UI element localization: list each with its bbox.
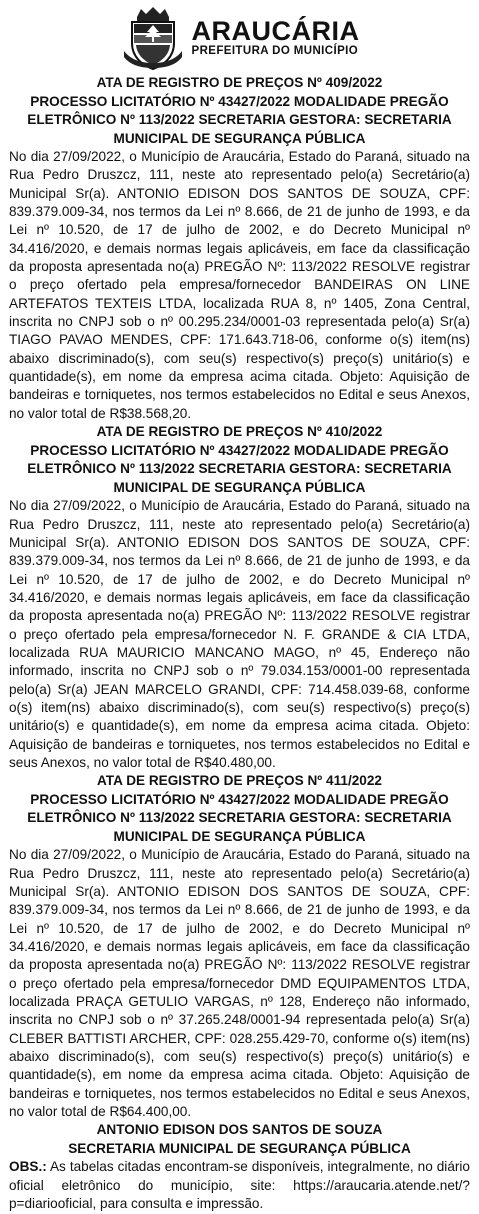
observation-label: OBS.: <box>9 1159 47 1175</box>
brand-subtitle: PREFEITURA DO MUNICÍPIO <box>191 45 359 57</box>
ata-subtitle: PROCESSO LICITATÓRIO Nº 43427/2022 MODALIDADE PREGÃO ELETRÔNICO Nº 113/2022 SECRETARIA GESTORA: SECRETARIA MUNICIPAL DE SEGURANÇA PÚBLICA <box>27 93 452 146</box>
brand-name: ARAUCÁRIA <box>191 16 360 46</box>
ata-title: ATA DE REGISTRO DE PREÇOS Nº 409/2022 <box>96 75 383 90</box>
header <box>9 0 470 74</box>
observation-text: As tabelas citadas encontram-se disponíveis, integralmente, no diário oficial eletrônico do município, site: https://araucaria.atende.net/?p=diariooficial, para consulta e impressão. <box>9 1159 470 1212</box>
signature-department: SECRETARIA MUNICIPAL DE SEGURANÇA PÚBLICA <box>68 1140 411 1156</box>
ata-section <box>9 423 470 772</box>
observation-note <box>9 1158 470 1213</box>
ata-body: No dia 27/09/2022, o Município de Araucária, Estado do Paraná, situado na Rua Pedro Druszcz, 111, neste ato representado pelo(a) Secretário(a) Municipal Sr(a). ANTONIO EDISON DOS SANTOS DE SOUZA, CPF: 839.379.009-34, nos termos da Lei nº 8.666, de 21 de junho de 1993, e da Lei nº 10.520, de 17 de julho de 2002, e do Decreto Municipal nº 34.416/2020, e demais normas legais aplicáveis, em face da classificação da proposta apresentada no(a) PREGÃO Nº: 113/2022 RESOLVE registrar o preço ofertado pela empresa/fornecedor DMD EQUIPAMENTOS LTDA, localizada PRAÇA GETULIO VARGAS, nº 128, Endereço não informado, inscrita no CNPJ sob o nº 37.265.248/0001-94 representada pelo(a) Sr(a) CLEBER BATTISTI ARCHER, CPF: 028.255.429-70, conforme o(s) item(ns) abaixo discriminado(s), com seu(s) respectivo(s) preço(s) unitário(s) e quantidade(s), em nome da empresa acima citada. Objeto: Aquisição de bandeiras e torniquetes, nos termos estabelecidos no Edital e seus Anexos, no valor total de R$64.400,00. <box>9 847 470 1120</box>
coat-of-arms-icon <box>120 5 186 71</box>
ata-title: ATA DE REGISTRO DE PREÇOS Nº 410/2022 <box>96 424 383 440</box>
ata-section <box>9 74 470 423</box>
ata-subtitle: PROCESSO LICITATÓRIO Nº 43427/2022 MODALIDADE PREGÃO ELETRÔNICO Nº 113/2022 SECRETARIA GESTORA: SECRETARIA MUNICIPAL DE SEGURANÇA PÚBLICA <box>27 442 452 495</box>
signature-name: ANTONIO EDISON DOS SANTOS DE SOUZA <box>96 1122 383 1138</box>
brand <box>192 18 360 58</box>
ata-section <box>9 772 470 1121</box>
ata-title: ATA DE REGISTRO DE PREÇOS Nº 411/2022 <box>97 773 382 789</box>
ata-subtitle: PROCESSO LICITATÓRIO Nº 43427/2022 MODALIDADE PREGÃO ELETRÔNICO Nº 113/2022 SECRETARIA GESTORA: SECRETARIA MUNICIPAL DE SEGURANÇA PÚBLICA <box>27 791 452 844</box>
ata-body: No dia 27/09/2022, o Município de Araucária, Estado do Paraná, situado na Rua Pedro Druszcz, 111, neste ato representado pelo(a) Secretário(a) Municipal Sr(a). ANTONIO EDISON DOS SANTOS DE SOUZA, CPF: 839.379.009-34, nos termos da Lei nº 8.666, de 21 de junho de 1993, e da Lei nº 10.520, de 17 de julho de 2002, e do Decreto Municipal nº 34.416/2020, e demais normas legais aplicáveis, em face da classificação da proposta apresentada no(a) PREGÃO Nº: 113/2022 RESOLVE registrar o preço ofertado pela empresa/fornecedor N. F. GRANDE & CIA LTDA, localizada RUA MAURICIO MANCANO MAGO, nº 45, Endereço não informado, inscrita no CNPJ sob o nº 79.034.153/0001-00 representada pelo(a) Sr(a) JEAN MARCELO GRANDI, CPF: 714.458.039-68, conforme o(s) item(ns) abaixo discriminado(s), com seu(s) respectivo(s) preço(s) unitário(s) e quantidade(s), em nome da empresa acima citada. Objeto: Aquisição de bandeiras e torniquetes, nos termos estabelecidos no Edital e seus Anexos, no valor total de R$40.480,00. <box>9 498 470 770</box>
ata-body: No dia 27/09/2022, o Município de Araucária, Estado do Paraná, situado na Rua Pedro Druszcz, 111, neste ato representado pelo(a) Secretário(a) Municipal Sr(a). ANTONIO EDISON DOS SANTOS DE SOUZA, CPF: 839.379.009-34, nos termos da Lei nº 8.666, de 21 de junho de 1993, e da Lei nº 10.520, de 17 de julho de 2002, e do Decreto Municipal nº 34.416/2020, e demais normas legais aplicáveis, em face da classificação da proposta apresentada no(a) PREGÃO Nº: 113/2022 RESOLVE registrar o preço ofertado pela empresa/fornecedor BANDEIRAS ON LINE ARTEFATOS TEXTEIS LTDA, localizada RUA 8, nº 1405, Zona Central, inscrita no CNPJ sob o nº 00.295.234/0001-03 representada pelo(a) Sr(a) TIAGO PAVAO MENDES, CPF: 171.643.718-06, conforme o(s) item(ns) abaixo discriminado(s), com seu(s) respectivo(s) preço(s) unitário(s) e quantidade(s), em nome da empresa acima citada. Objeto: Aquisição de bandeiras e torniquetes, nos termos estabelecidos no Edital e seus Anexos, no valor total de R$38.568,20. <box>9 149 470 421</box>
